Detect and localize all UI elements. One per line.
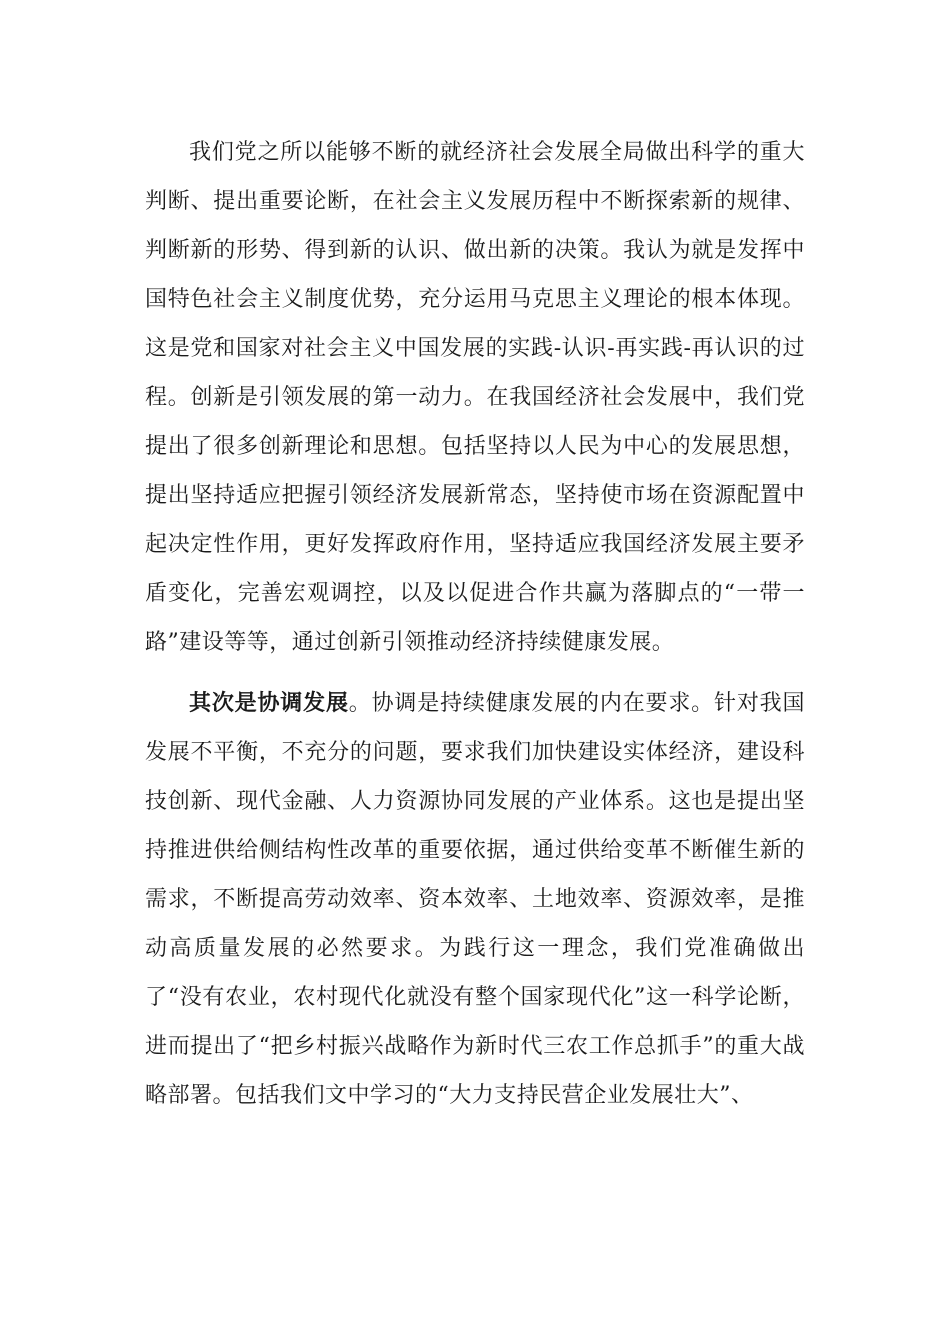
paragraph-innovation: 我们党之所以能够不断的就经济社会发展全局做出科学的重大判断、提出重要论断，在社会主义发展历程中不断探索新的规律、判断新的形势、得到新的认识、做出新的决策。我认为就是发挥中国特色社会主义制度优势，充分运用马克思主义理论的根本体现。这是党和国家对社会主义中国发展的实践-认识-再实践-再认识的过程。创新是引领发展的第一动力。在我国经济社会发展中，我们党提出了很多创新理论和思想。包括坚持以人民为中心的发展思想，提出坚持适应把握引领经济发展新常态，坚持使市场在资源配置中起决定性作用，更好发挥政府作用，坚持适应我国经济发展主要矛盾变化，完善宏观调控，以及以促进合作共赢为落脚点的“一带一路”建设等等，通过创新引领推动经济持续健康发展。 — [145, 140, 805, 655]
document-body — [145, 128, 805, 1120]
paragraph-lead-heading: 其次是协调发展 — [189, 690, 349, 716]
paragraph-coordination — [145, 679, 805, 1120]
paragraph-body-text: 。协调是持续健康发展的内在要求。针对我国发展不平衡，不充分的问题，要求我们加快建设实体经济，建设科技创新、现代金融、人力资源协同发展的产业体系。这也是提出坚持推进供给侧结构性改革的重要依据，通过供给变革不断催生新的需求，不断提高劳动效率、资本效率、土地效率、资源效率，是推动高质量发展的必然要求。为践行这一理念，我们党准确做出了“没有农业，农村现代化就没有整个国家现代化”这一科学论断，进而提出了“把乡村振兴战略作为新时代三农工作总抓手”的重大战略部署。包括我们文中学习的“大力支持民营企业发展壮大”、 — [145, 691, 805, 1108]
